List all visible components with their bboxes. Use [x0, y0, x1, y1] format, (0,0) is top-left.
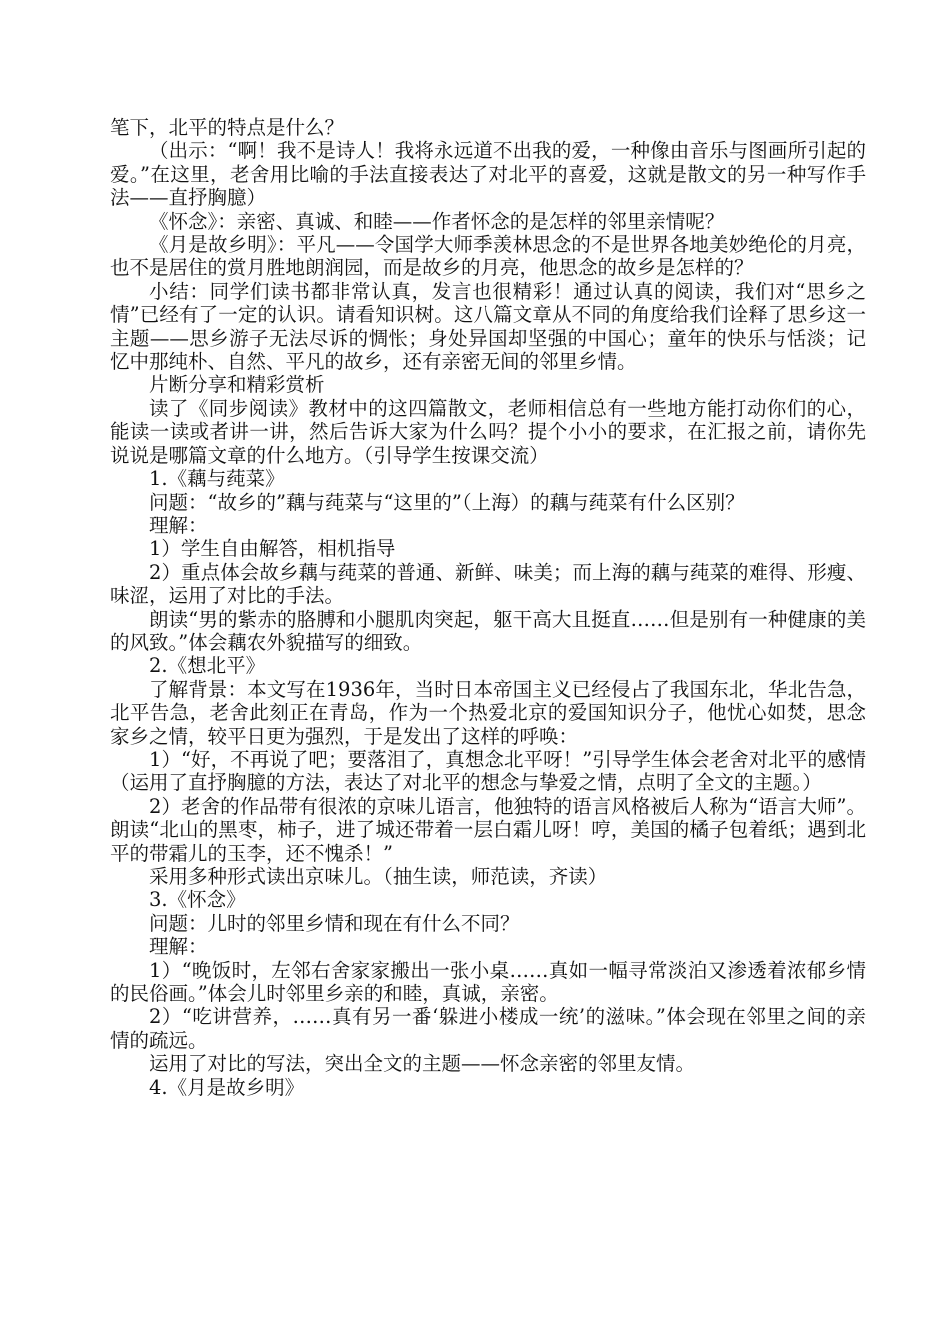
paragraph: 朗读“男的紫赤的胳膊和小腿肌肉突起，躯干高大且挺直……但是别有一种健康的美的风致。”体会藕农外貌描写的细致。	[110, 607, 866, 654]
paragraph: 运用了对比的写法，突出全文的主题——怀念亲密的邻里友情。	[149, 1052, 696, 1076]
section-heading: 片断分享和精彩赏析	[149, 373, 325, 397]
paragraph: 2）重点体会故乡藕与莼菜的普通、新鲜、味美；而上海的藕与莼菜的难得、形瘦、味涩，运用了对比的手法。	[110, 560, 866, 608]
paragraph: 1）学生自由解答，相机指导	[149, 537, 396, 561]
section-heading: 3.《怀念》	[149, 888, 246, 912]
paragraph: 笔下，北平的特点是什么？	[110, 116, 345, 139]
paragraph: 理解：	[149, 513, 208, 537]
section-heading: 4.《月是故乡明》	[149, 1075, 305, 1099]
paragraph: 1）“晚饭时，左邻右舍家家搬出一张小桌……真如一幅寻常淡泊又渗透着浓郁乡情的民俗画。”体会儿时邻里乡亲的和睦，真诚，亲密。	[110, 958, 866, 1006]
paragraph: （出示：“啊！我不是诗人！我将永远道不出我的爱，一种像由音乐与图画所引起的爱。”在这里，老舍用比喻的手法直接表达了对北平的喜爱，这就是散文的另一种写作手法——直抒胸臆）	[110, 139, 866, 210]
section-heading: 1.《藕与莼菜》	[149, 467, 285, 491]
paragraph: 2）“吃讲营养，……真有另一番‘躲进小楼成一统’的滋味。”体会现在邻里之间的亲情的疏远。	[110, 1005, 866, 1052]
paragraph: 问题：“故乡的”藕与莼菜与“这里的”（上海）的藕与莼菜有什么区别？	[149, 490, 745, 514]
paragraph: 读了《同步阅读》教材中的这四篇散文，老师相信总有一些地方能打动你们的心，能读一读或者讲一讲，然后告诉大家为什么吗？提个小小的要求，在汇报之前，请你先说说是哪篇文章的什么地方。（引导学生按课交流）	[110, 396, 866, 467]
paragraph: 了解背景：本文写在1936年，当时日本帝国主义已经侵占了我国东北，华北告急，北平告急，老舍此刻正在青岛，作为一个热爱北京的爱国知识分子，他忧心如焚，思念家乡之情，较平日更为强烈，于是发出了这样的呼唤：	[110, 677, 866, 748]
section-heading: 2.《想北平》	[149, 654, 266, 678]
paragraph: 《月是故乡明》：平凡——令国学大师季羡林思念的不是世界各地美妙绝伦的月亮，也不是居住的赏月胜地朗润园，而是故乡的月亮，他思念的故乡是怎样的？	[110, 233, 866, 280]
paragraph: 采用多种形式读出京味儿。（抽生读，师范读，齐读）	[149, 865, 608, 888]
paragraph: 1）“好，不再说了吧；要落泪了，真想念北平呀！”引导学生体会老舍对北平的感情（运用了直抒胸臆的方法，表达了对北平的想念与挚爱之情，点明了全文的主题。）	[110, 747, 866, 795]
paragraph: 2）老舍的作品带有很浓的京味儿语言，他独特的语言风格被后人称为“语言大师”。朗读“北山的黑枣，柿子，进了城还带着一层白霜儿呀！哼，美国的橘子包着纸；遇到北平的带霜儿的玉李，还不愧杀！”	[110, 794, 866, 865]
paragraph: 小结：同学们读书都非常认真，发言也很精彩！通过认真的阅读，我们对“思乡之情”已经有了一定的认识。请看知识树。这八篇文章从不同的角度给我们诠释了思乡这一主题——思乡游子无法尽诉的惆怅；身处异国却坚强的中国心；童年的快乐与恬淡；记忆中那纯朴、自然、平凡的故乡，还有亲密无间的邻里乡情。	[110, 279, 866, 374]
paragraph: 理解：	[149, 935, 208, 959]
document-page	[110, 116, 866, 1099]
paragraph: 《怀念》：亲密、真诚、和睦——作者怀念的是怎样的邻里亲情呢？	[149, 209, 725, 233]
paragraph: 问题：儿时的邻里乡情和现在有什么不同？	[149, 911, 520, 935]
